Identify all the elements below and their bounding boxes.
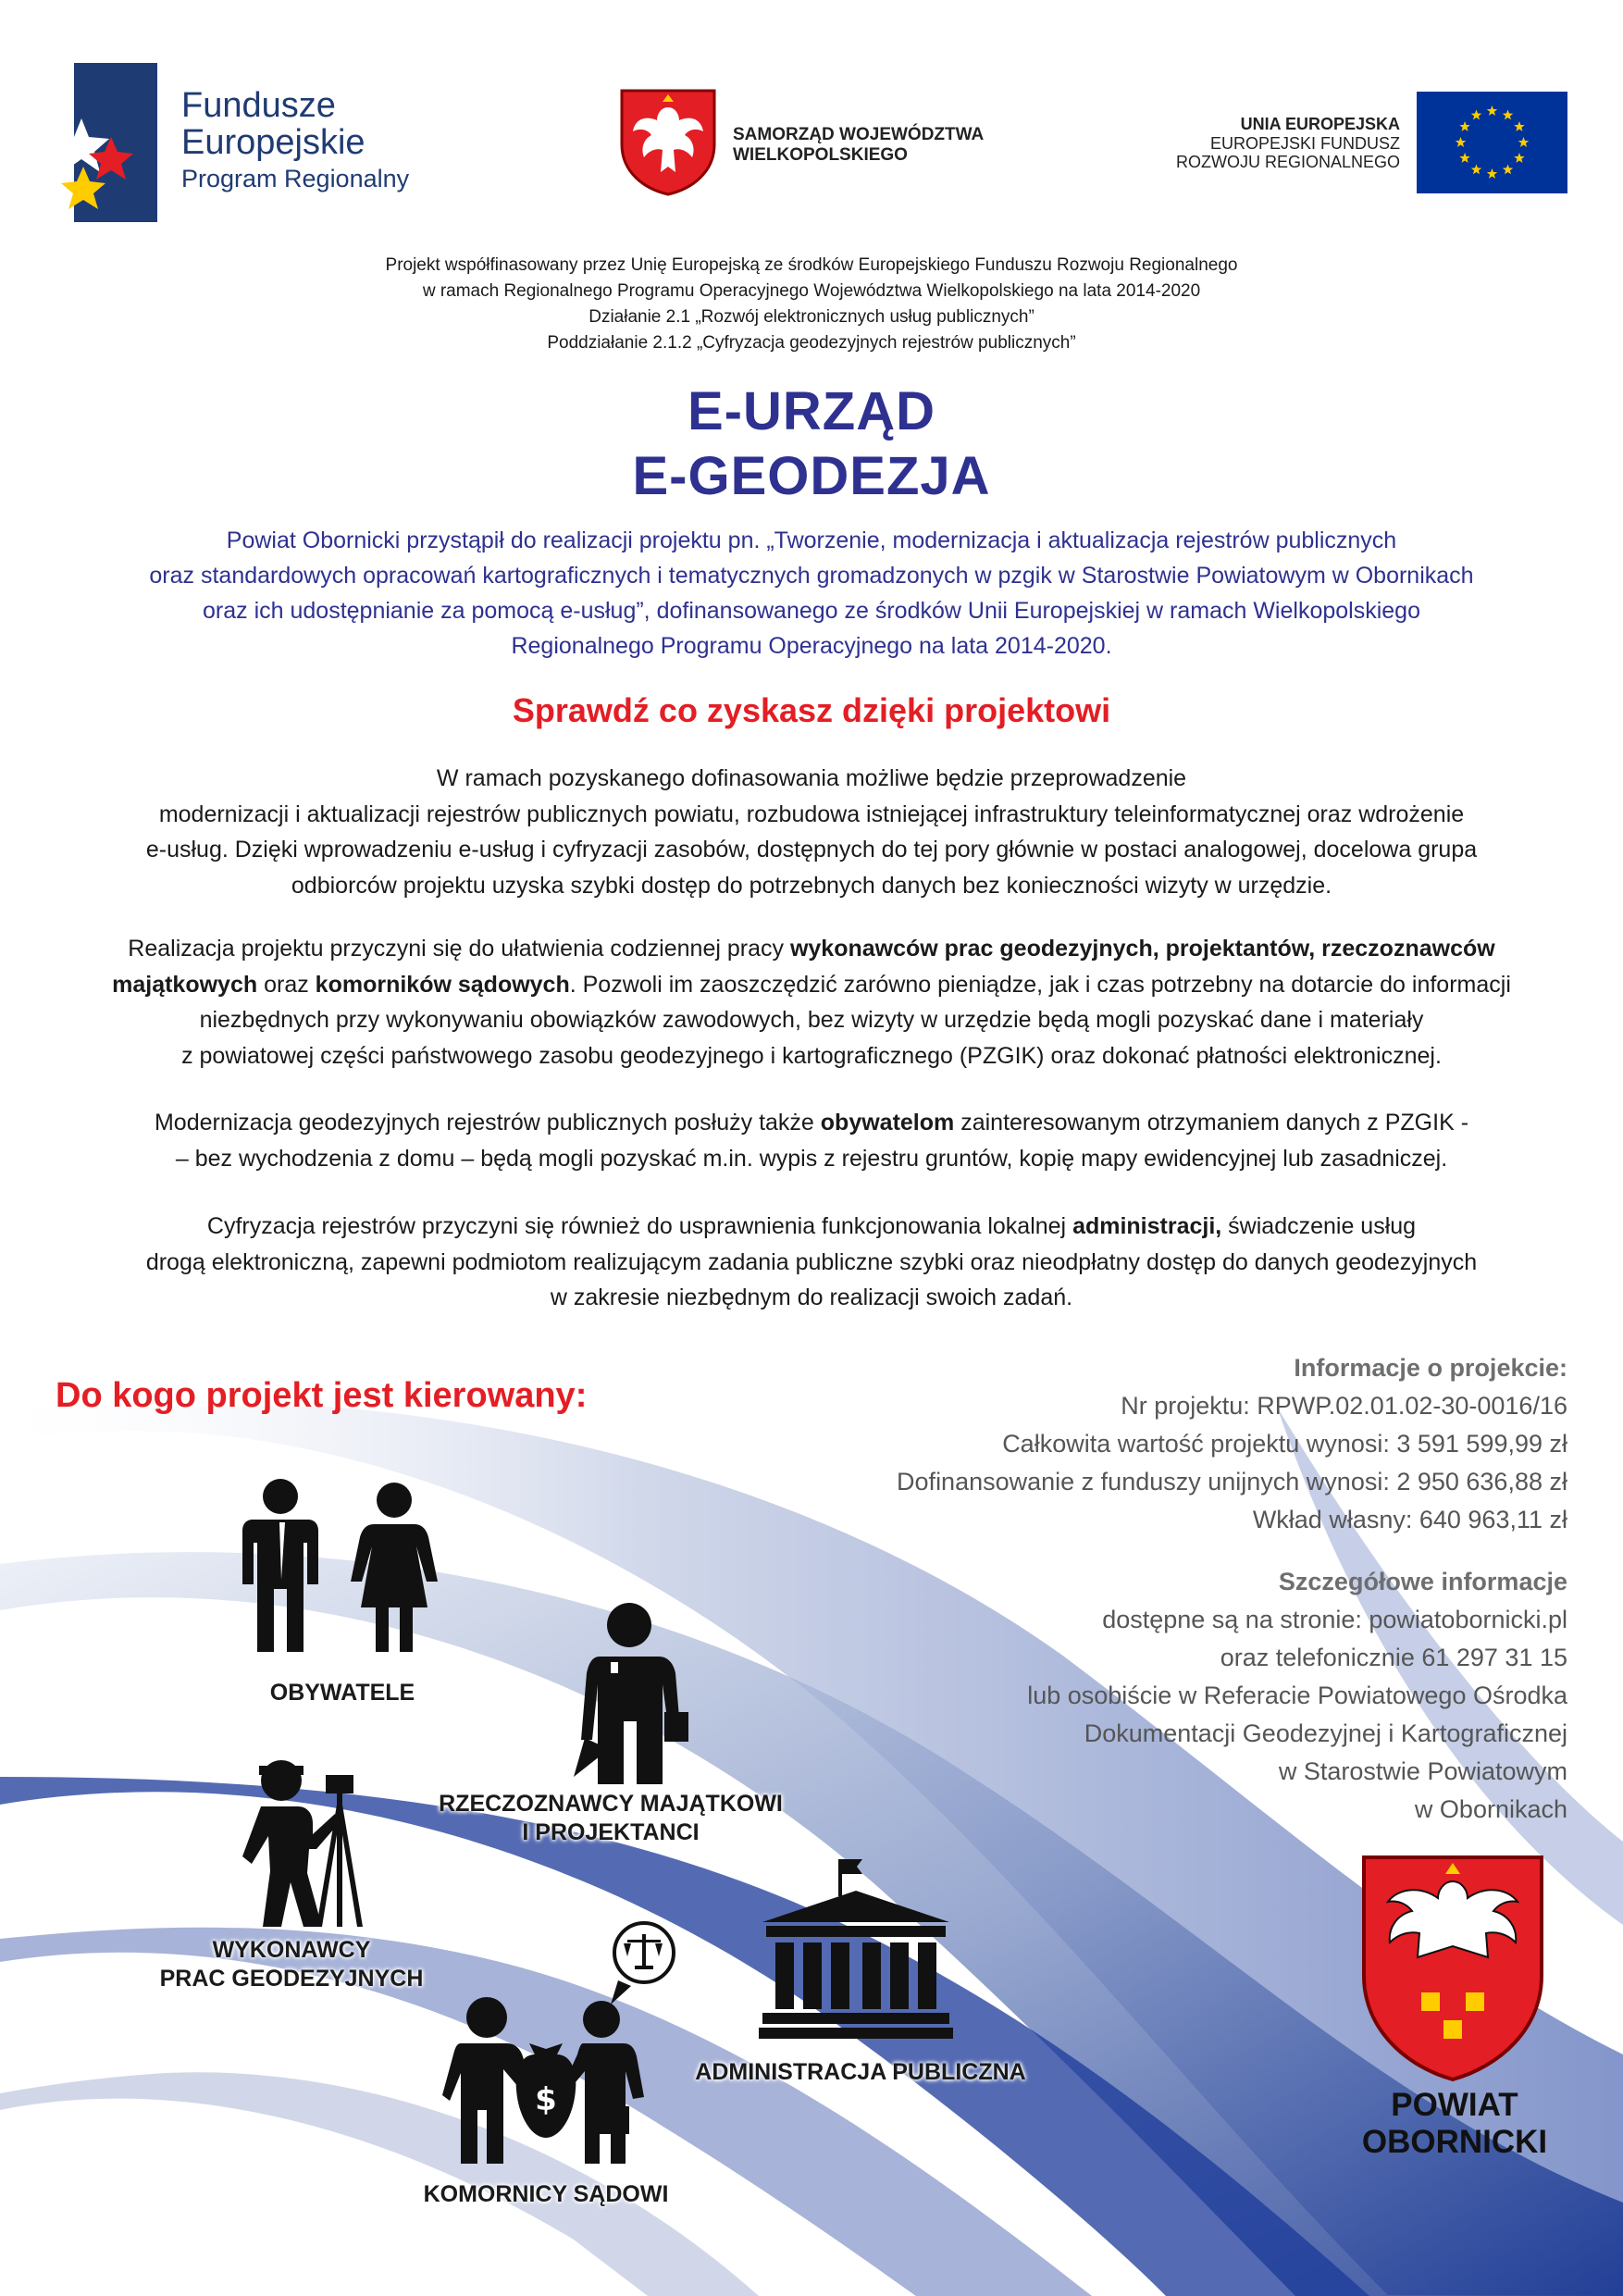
details-line4: Dokumentacji Geodezyjnej i Kartograficznej [1084, 1719, 1567, 1747]
powiat-line2: OBORNICKI [1361, 2124, 1548, 2160]
wielkopolska-eagle-icon [620, 89, 716, 196]
title-line1: E-URZĄD [688, 381, 935, 441]
info-total: Całkowita wartość projektu wynosi: 3 591 599,99 zł [1002, 1430, 1567, 1458]
page-title [0, 379, 1623, 509]
citizens-icon [239, 1478, 452, 1654]
fe-line3: Program Regionalny [181, 164, 410, 192]
samorzad-text [733, 125, 984, 166]
citizens-label: OBYWATELE [269, 1680, 415, 1706]
p2-l1b: wykonawców prac geodezyjnych, projektantów, rzeczoznawców [789, 936, 1495, 962]
appraisers-label-line2: I PROJEKTANCI [522, 1819, 700, 1845]
intro-line3: oraz ich udostępnianie za pomocą e-usług”, dofinansowanego ze środków Unii Europejskiej w ramach Wielkopolskiego [203, 598, 1420, 624]
p1-line1: W ramach pozyskanego dofinasowania możliwe będzie przeprowadzenie [436, 765, 1187, 791]
p2-line4: z powiatowej części państwowego zasobu geodezyjnego i kartograficznego (PZGIK) oraz dokonać płatności elektronicznej. [181, 1042, 1442, 1069]
info-heading: Informacje o projekcie: [1294, 1354, 1567, 1382]
administration-label: ADMINISTRACJA PUBLICZNA [695, 2059, 1026, 2085]
details-line6: w Obornikach [1414, 1795, 1567, 1823]
intro-line1: Powiat Obornicki przystąpił do realizacji projektu pn. „Tworzenie, modernizacja i aktualizacja rejestrów publicznych [226, 527, 1397, 553]
fundusze-europejskie-text [181, 88, 409, 192]
details-line1: dostępne są na stronie: powiatobornicki.pl [1102, 1606, 1567, 1633]
p3-l1a: Modernizacja geodezyjnych rejestrów publicznych posłuży także [154, 1110, 821, 1136]
title-line2: E-GEODEZJA [632, 446, 991, 506]
details-line5: w Starostwie Powiatowym [1278, 1757, 1567, 1785]
ue-line3: ROZWOJU REGIONALNEGO [1175, 153, 1400, 172]
details-heading: Szczegółowe informacje [1278, 1568, 1567, 1595]
p1-line3: e-usług. Dzięki wprowadzeniu e-usług i cyfryzacji zasobów, dostępnych do tej pory głównie w postaci analogowej, docelowa grupa [145, 837, 1478, 863]
appraisers-label-line1: RZECZOZNAWCY MAJĄTKOWI [439, 1791, 783, 1817]
surveyor-icon [233, 1753, 372, 1929]
ue-text [1127, 115, 1400, 172]
eu-flag-icon [1417, 92, 1567, 193]
paragraph-professionals [56, 931, 1567, 1074]
p3-l1b: obywatelom [820, 1110, 955, 1136]
p3-l1c: zainteresowanym otrzymaniem danych z PZGIK - [954, 1110, 1469, 1136]
surveyors-label [139, 1936, 444, 1993]
appraisers-icon [572, 1601, 692, 1786]
check-heading: Sprawdź co zyskasz dzięki projektowi [512, 691, 1111, 729]
ue-line1: UNIA EUROPEJSKA [1240, 115, 1400, 133]
surveyors-label-line2: PRAC GEODEZYJNYCH [159, 1966, 424, 1992]
public-building-icon [759, 1855, 953, 2041]
p3-line2: – bez wychodzenia z domu – będą mogli pozyskać m.in. wypis z rejestru gruntów, kopię mapy ewidencyjnej lub zasadniczej. [175, 1145, 1448, 1172]
fe-line2: Europejskie [181, 122, 365, 162]
surveyors-label-line1: WYKONAWCY [212, 1937, 371, 1963]
svg-text:$: $ [535, 2081, 557, 2118]
samorzad-line2: WIELKOPOLSKIEGO [733, 144, 908, 165]
fe-line1: Fundusze [181, 86, 336, 125]
p4-line2: drogą elektroniczną, zapewni podmiotom realizującym zadania publiczne szybki oraz nieodpłatny dostęp do danych geodezyjnych [145, 1248, 1478, 1275]
details-line2: oraz telefonicznie 61 297 31 15 [1220, 1644, 1567, 1671]
appraisers-label [407, 1790, 814, 1847]
paragraph-funding [56, 761, 1567, 903]
p4-l1a: Cyfryzacja rejestrów przyczyni się również do usprawnienia funkcjonowania lokalnej [206, 1213, 1073, 1239]
p4-line3: w zakresie niezbędnym do realizacji swoich zadań. [550, 1285, 1073, 1310]
p4-l1b: administracji, [1072, 1213, 1222, 1239]
p2-line2 [56, 967, 1567, 1003]
fundusze-europejskie-logo [56, 63, 157, 222]
powiat-line1: POWIAT [1391, 2087, 1518, 2123]
intro-text [56, 523, 1567, 664]
bailiffs-label: KOMORNICY SĄDOWI [423, 2181, 669, 2207]
p2-l1a: Realizacja projektu przyczyni się do ułatwienia codziennej pracy [128, 936, 790, 962]
p2-l2a: majątkowych [112, 971, 258, 998]
p4-l1c: świadczenie usług [1221, 1213, 1417, 1239]
cofinancing-info [111, 253, 1512, 356]
samorzad-line1: SAMORZĄD WOJEWÓDZTWA [733, 125, 985, 144]
info-eu-funding: Dofinansowanie z funduszy unijnych wynosi: 2 950 636,88 zł [897, 1468, 1567, 1496]
p2-line3: niezbędnych przy wykonywaniu obowiązków zawodowych, bez wizyty w urzędzie będą mogli pozyskać dane i materiały [199, 1007, 1424, 1033]
cofin-line2: w ramach Regionalnego Programu Operacyjnego Województwa Wielkopolskiego na lata 2014-2020 [422, 281, 1201, 301]
p2-line1 [56, 931, 1567, 967]
intro-line4: Regionalnego Programu Operacyjnego na lata 2014-2020. [511, 633, 1112, 659]
p1-line2: modernizacji i aktualizacji rejestrów publicznych powiatu, rozbudowa istniejącej infrastruktury teleinformatycznej oraz wdrożenie [158, 800, 1465, 827]
p3-line1 [56, 1105, 1567, 1141]
project-info [759, 1349, 1567, 1829]
ue-line2: EUROPEJSKI FUNDUSZ [1209, 133, 1400, 153]
details-line3: lub osobiście w Referacie Powiatowego Ośrodka [1027, 1682, 1567, 1709]
info-own: Wkład własny: 640 963,11 zł [1252, 1506, 1567, 1533]
cofin-line3: Działanie 2.1 „Rozwój elektronicznych usług publicznych” [588, 307, 1035, 327]
p1-line4: odbiorców projektu uzyska szybki dostęp do potrzebnych danych bez konieczności wizyty w urzędzie. [291, 872, 1332, 899]
powiat-name [1334, 2087, 1575, 2161]
p4-line1 [56, 1209, 1567, 1245]
bailiffs-icon [442, 1916, 692, 2166]
info-number: Nr projektu: RPWP.02.01.02-30-0016/16 [1121, 1392, 1567, 1420]
p2-l2b: oraz [257, 971, 316, 998]
paragraph-citizens [56, 1105, 1567, 1176]
p2-l2c: komorników sądowych [315, 971, 570, 998]
cofin-line1: Projekt współfinasowany przez Unię Europejską ze środków Europejskiego Funduszu Rozwoju Regionalnego [385, 255, 1238, 275]
p2-l2d: . Pozwoli im zaoszczędzić zarówno pieniądze, jak i czas potrzebny na dotarcie do informacji [569, 971, 1511, 998]
target-heading: Do kogo projekt jest kierowany: [56, 1376, 588, 1415]
cofin-line4: Poddziałanie 2.1.2 „Cyfryzacja geodezyjnych rejestrów publicznych” [547, 333, 1076, 353]
intro-line2: oraz standardowych opracowań kartograficznych i tematycznych gromadzonych w pzgik w Starostwie Powiatowym w Obornikach [149, 563, 1474, 589]
paragraph-administration [56, 1209, 1567, 1316]
powiat-obornicki-coat-of-arms-icon [1360, 1854, 1545, 2083]
